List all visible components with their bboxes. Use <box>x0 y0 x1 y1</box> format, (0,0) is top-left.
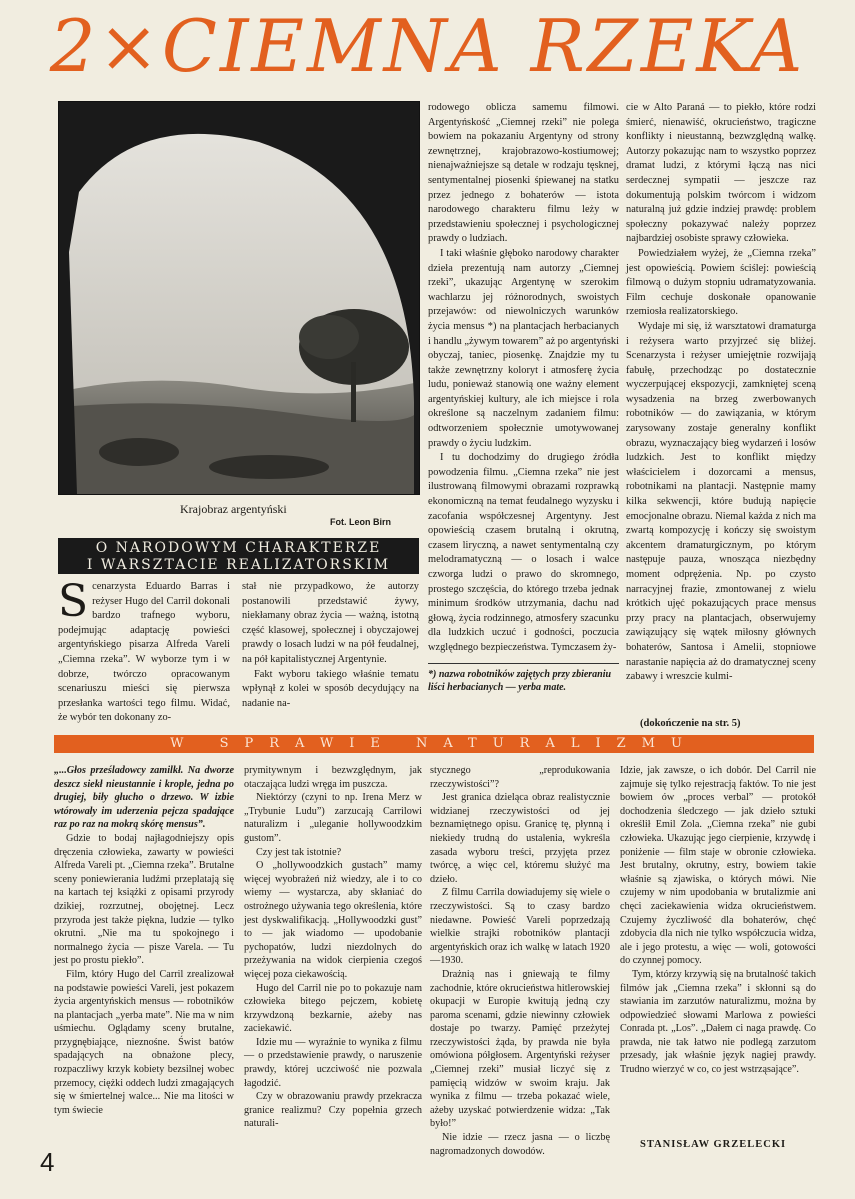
footnote-divider <box>428 663 619 664</box>
section-heading-line1: O NARODOWYM CHARAKTERZE <box>95 540 382 556</box>
section-banner: W SPRAWIE NATURALIZMU <box>54 735 814 753</box>
article2-paragraph: Idzie mu — wyraźnie to wynika z filmu — o przedstawienie prawdy, o naruszenie prawdy, której uczciwość nie pozwala łagodzić. <box>244 1036 422 1089</box>
article1-paragraph: I taki właśnie głęboko narodowy charakter dzieła prezentują nam autorzy „Ciemnej rzeki”, ukazując Argentynę w szerokim wachlarzu jej różnorodnych, swoistych przejawów: od niewolniczych warunków życia mensus *) na plantacjach herbacianych i handlu „żywym towarem” aż po argentyński obyczaj, taniec, piosenkę. Znajdzie my tu także zewnętrzny koloryt i atmosferę życia ludu, ponieważ stanowią one ważny element argentyńskiej kultury, ale ich miejsce i rola określone są naczelnym zadaniem filmu: odtworzeniem społecznie umotywowanej prawdy o życiu ludzkim. <box>428 247 619 449</box>
article1-paragraph: I tu dochodzimy do drugiego źródła powodzenia filmu. „Ciemna rzeka” nie jest ilustrowaną filmowymi obrazami rozprawką ekonomiczną na temat feudalnego wyzysku i zacofania współczesnej Argentyny. Jest opowieścią czasem brutalną i okrutną, czasem liryczną, a nawet sentymentalną czy melodramatyczną — o losach i walce czworga ludzi o prawo do skromnego, prostego szczęścia, do którego trzeba jednak minimum środków utrzymania, dachu nad głową, życia rodzinnego, atmosfery szacunku dla ludzkich uczuć i godności, poczucia względnego bezpieczeństwa. Tymczasem ży- <box>428 452 619 653</box>
article2-paragraph: Drażnią nas i gniewają te filmy zachodnie, które okrucieństwa hitlerowskiej okupacji w Europie kwitują jedną czy paroma scenami, gdzie niewinny człowiek dostaje po twarzy. Pamięć przeżytej rzeczywistości żąda, by prawda nie była omówiona półgłosem. Argentyński reżyser „Ciemnej rzeki” musiał liczyć się z pamięcią widzów w swoim kraju. Jak wynika z filmu — trzeba pokazać wiele, ażeby uzyskać potwierdzenie widza: „Tak było!” <box>430 968 610 1130</box>
arch-landscape-illustration <box>59 102 419 494</box>
article2-paragraph: Niektórzy (czyni to np. Irena Merz w „Trybunie Ludu”) zarzucają Carrilowi naturalizm i „uleganie hollywoodzkim gustom”. <box>244 792 422 844</box>
landscape-photo <box>58 101 420 495</box>
article2-column2 <box>244 764 422 1131</box>
article2-paragraph: Tym, którzy krzywią się na brutalność takich filmów jak „Ciemna rzeka” i skłonni są do stawiania im zarzutów naturalizmu, można by odpowiedzieć słowami Marlowa z powieści Conrada pt. „Los”. „Dałem ci naga prawdę. Co prawda, nie tak łatwo nie podlegą zarzutom przesady, jak właśnie język nagiej prawdy. Trudno wierzyć w co, co jest wstrząsające”. <box>620 968 816 1076</box>
photo-caption: Krajobraz argentyński <box>180 502 287 516</box>
article1-paragraph: cie w Alto Paraná — to piekło, które rodzi śmierć, nienawiść, okrucieństwo, tragiczne konflikty i nieustanną, bezwzględną walkę. Autorzy pokazując nam to wszystko poprzez dramat ludzi, z którymi łączą nas nici serdecznej sympatii — jeszcze raz dokumentują polskim twórcom i widzom naturalną już gdzie indziej prawdę: problem społeczny pokazywać należy poprzez najbardziej osobiste sprawy człowieka. <box>626 102 816 245</box>
paragraph-text: cenarzysta Eduardo Barras i reżyser Hugo del Carril dokonali bardzo trafnego wyboru, podejmując adaptację powieści argentyńskiego pisarza Alfreda Vareli „Ciemna rzeka”. W wyborze tym i w dobrze, twórczo opracowanym scenariuszu mieści się pierwsza przesłanka wartości tego filmu. Widać, że wybór ten dokonany zo- <box>58 581 230 724</box>
article2-paragraph: O „hollywoodzkich gustach” mamy więcej wyobrażeń niż wiedzy, ale i to co wiemy — wystarcza, aby skłaniać do ostrożnego używania tego określenia, które jest dyskwalifikacją. „Hollywoodzki gust” to — jak wiadomo — upodobanie pychopatów, ludzi niezdolnych do przeżywania na widok cierpienia czegoś więcej poza ciekawością. <box>244 860 422 980</box>
article1-column3 <box>428 101 619 656</box>
article2-paragraph: Hugo del Carril nie po to pokazuje nam człowieka bitego pejczem, kobietę krzywdzoną bezkarnie, ażeby nas zaciekawić. <box>244 982 422 1035</box>
article2-paragraph: Czy w obrazowaniu prawdy przekracza granice realizmu? Czy popełnia grzech naturali- <box>244 1091 422 1130</box>
article1-paragraph: Wydaje mi się, iż warsztatowi dramaturga i reżysera warto przyjrzeć się bliżej. Scenarzysta i reżyser umiejętnie rozwijają fabułę, przechodząc po dostatecznie wyczerpującej ekspozycji, zamkniętej sceną wysadzenia na brzeg zwerbowanych robotników — do zawiązania, w którym zarysowany zostaje generalny konflikt obrazu, wyznaczający bieg wydarzeń i losów ludzkich. Jest to konflikt między właścicielem i dozorcami a mensus, robotnikami na plantacji. Następnie mamy kilka sekwencji, które budują napięcie emocjonalne obrazu. Niemal każda z nich ma zwartą kompozycję i kończy się swoistym akcentem dramaturgicznym, po którym następuje pauza, wnosząca niezbędny moment odprężenia. Np. po czysto narracyjnej frazie, zmontowanej z wielu krótkich ujęć pokazujących prace mensus przy pracy na plantacjach, obserwujemy zawiązujący się wątek miłosny głównych bohaterów, Santosa i Amelii, stopniowe narastanie napięcia aż do dramatycznej sceny zabawy i wreszcie kulmi- <box>626 320 816 683</box>
article2-paragraph: Z filmu Carrila dowiadujemy się wiele o rzeczywistości. Są to czasy bardzo niedawne. Powieść Vareli poprzedzają wielkie strajki robotników plantacji argentyńskich oraz ich walkę w latach 1920—1930. <box>430 887 610 967</box>
article2-paragraph: prymitywnym i bezwzględnym, jak otaczająca ludzi wręga im puszcza. <box>244 765 422 790</box>
section-heading <box>58 538 419 574</box>
article2-paragraph: stycznego „reprodukowania rzeczywistości”? <box>430 765 610 790</box>
page-number: 4 <box>40 1147 55 1177</box>
article1-paragraph: stał nie przypadkowo, że autorzy postanowili przedstawić żywy, niekłamany obraz życia — ważną, istotną część klasowej, społecznej i obyczajowej prawdy o losach ludzi w na pół feudalnej, na pół kapitalistycznej Argentynie. <box>242 581 419 665</box>
article1-paragraph: Fakt wyboru takiego właśnie tematu wpłynął z kolei w sposób decydujący na nadanie na- <box>242 668 419 709</box>
article2-paragraph: Nie idzie — rzecz jasna — o liczbę nagromadzonych dowodów. <box>430 1132 610 1157</box>
article1-paragraph: Powiedziałem wyżej, że „Ciemna rzeka” jest opowieścią. Powiem ściślej: powieścią filmową o dużym stopniu udramatyzowania. Film cechuje doskonałe opanowanie rzemiosła realizatorskiego. <box>626 247 816 318</box>
article2-quote: „...Głos prześladowcy zamilkł. Na dworze deszcz siekł nieustannie i krople, jedna po drugiej, biły głucho o drzewo. W izbie wtórowały im uderzenia pejcza spadające raz po raz na mokrą skórę mensus”. <box>54 765 234 831</box>
article1-paragraph <box>58 576 230 726</box>
article1-paragraph: rodowego oblicza samemu filmowi. Argentyńskość „Ciemnej rzeki” nie polega bowiem na pokazaniu Argentyny od strony zewnętrznej, krajobrazowo-kostiumowej; nienajważniejsze są detale w rodzaju tęsknej, sentymentalnej piosenki śpiewanej na statku przez jednego z bohaterów — istota narodowego charakteru filmu leży w przedstawieniu społecznej i psychologicznej prawdy o ludziach. <box>428 102 619 245</box>
page-title: 2×CIEMNA RZEKA <box>49 4 806 88</box>
article1-column2 <box>242 580 419 711</box>
article2-paragraph: Jest granica dzieląca obraz realistycznie widzianej rzeczywistości od jej beznamiętnego opisu. Granicę tę, płynną i niekiedy trudną do ustalenia, wykreśla zasada wyboru treści, przyjęta przez twórcę, a więc cel, któremu służyć ma dzieło. <box>430 792 610 885</box>
section-heading-line2: I WARSZTACIE REALIZATORSKIM <box>86 557 391 573</box>
article2-column4 <box>620 764 816 1077</box>
article2-paragraph: Gdzie to bodaj najłagodniejszy opis dręczenia człowieka, zawarty w powieści Alfreda Vareli pt. „Ciemna rzeka”. Brutalne sceny poniewierania ludźmi przeplatają się na kartach tej książki z opisami przyrody dzikiej, rozrzutnej, obojętnej. Lecz przyroda jest także piękna, ludzie — tylko okrutni. „Nie ma tu spokojnego i normalnego życia — pisze Varela. — Tu jest po prostu piekło”. <box>54 832 234 967</box>
article2-column3 <box>430 764 610 1158</box>
article2-paragraph: Film, który Hugo del Carril zrealizował na podstawie powieści Vareli, jest pokazem życia argentyńskich mensus — robotników na plantacjach „yerba mate”. Nie ma w nim uśmiechu. Oglądamy sceny brutalne, przygnębiające, nieznośne. Świst batów spadających na obnażone plecy, rozpaczliwy krzyk kobiety bezsilnej wobec przemocy, ciężki oddech ludzi zmagających się w śmiertelnej walce... Nie ma litości w tym świecie <box>54 968 234 1116</box>
article2-column1 <box>54 764 234 1117</box>
author-signature: STANISŁAW GRZELECKI <box>640 1139 787 1150</box>
article1-column4 <box>626 101 816 685</box>
article2-paragraph: Czy jest tak istotnie? <box>256 846 342 858</box>
drop-cap: S <box>58 576 89 627</box>
footnote: *) nazwa robotników zajętych przy zbieraniu liści herbacianych — yerba mate. <box>428 669 612 693</box>
article2-paragraph: Idzie, jak zawsze, o ich dobór. Del Carril nie zajmuje się tylko rejestracją faktów. To nie jest bowiem ów „proces verbal” — protokół dochodzenia śledczego — jak dzieło sztuki określił Emil Zola. „Ciemna rzeka” nie gubi człowieka. Ukazując jego cierpienie, krzywdę i poniżenie — film staje w obronie człowieka. Jest brutalny, okrutny, estry, bowiem takie właśnie są zjawiska, o których mówi. Nie czujemy w nim upodobania w brutalizmie ani chęci zaciekawienia widza okrucieństwem. Czujemy życzliwość dla bohaterów, chęć zdobycia dla nich nie tylko współczucia widza, ale i jego protestu, a więc — woli, gotowości do czynnej pomocy. <box>620 765 816 967</box>
article1-column1 <box>58 576 230 726</box>
continued-note: (dokończenie na str. 5) <box>640 718 741 729</box>
photo-credit: Fot. Leon Birn <box>330 517 391 527</box>
